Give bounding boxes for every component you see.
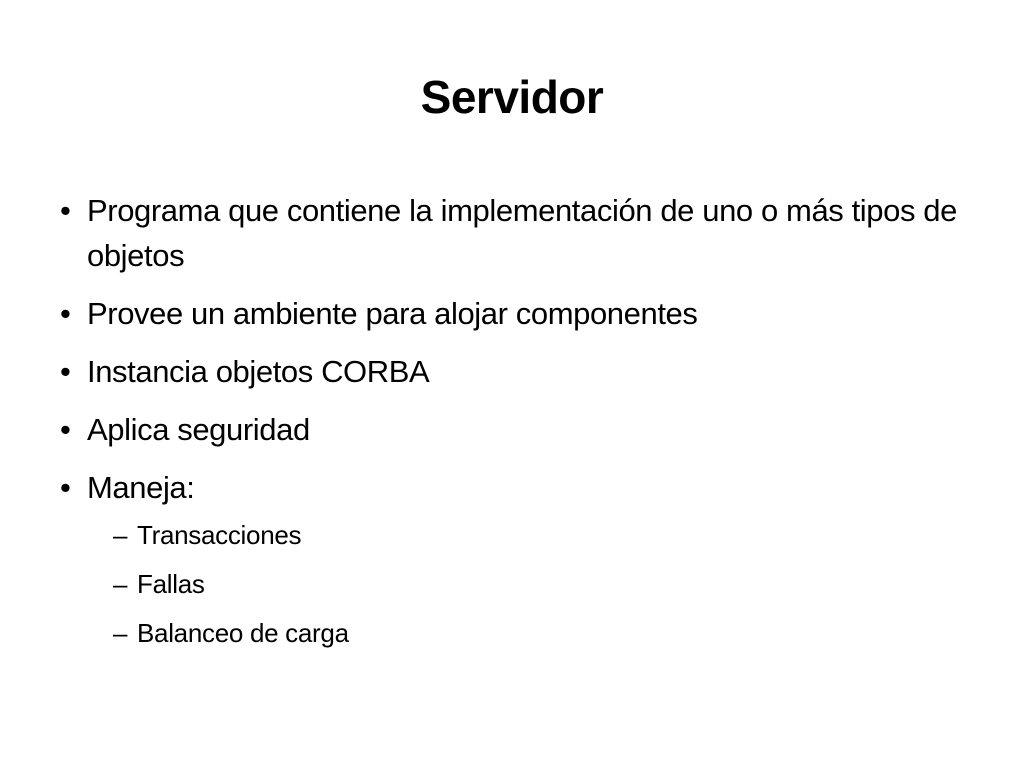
sub-list-item xyxy=(113,614,960,652)
slide-title: Servidor xyxy=(420,71,604,123)
bullet-marker: • xyxy=(60,296,71,331)
bullet-item xyxy=(60,291,960,336)
sub-bullet-marker: – xyxy=(113,618,128,648)
sub-bullet-marker: – xyxy=(113,520,128,550)
bullet-marker: • xyxy=(60,354,71,389)
sub-bullet-text: Transacciones xyxy=(137,520,302,550)
bullet-item xyxy=(60,465,960,652)
bullet-item xyxy=(60,407,960,452)
sub-list-item xyxy=(113,565,960,603)
bullet-list xyxy=(60,188,960,665)
sub-bullet-text: Balanceo de carga xyxy=(137,618,349,648)
bullet-item xyxy=(60,349,960,394)
sub-bullet-marker: – xyxy=(113,569,128,599)
bullet-item xyxy=(60,188,960,278)
sub-list xyxy=(87,516,960,652)
bullet-text: Instancia objetos CORBA xyxy=(87,354,430,389)
bullet-marker: • xyxy=(60,470,71,505)
bullet-text: Maneja: xyxy=(87,470,195,505)
bullet-marker: • xyxy=(60,193,71,228)
sub-list-item xyxy=(113,516,960,554)
bullet-text: Provee un ambiente para alojar componentes xyxy=(87,296,698,331)
bullet-text: Aplica seguridad xyxy=(87,412,310,447)
bullet-marker: • xyxy=(60,412,71,447)
bullet-text: Programa que contiene la implementación de uno o más tipos de objetos xyxy=(87,193,957,273)
sub-bullet-text: Fallas xyxy=(137,569,205,599)
